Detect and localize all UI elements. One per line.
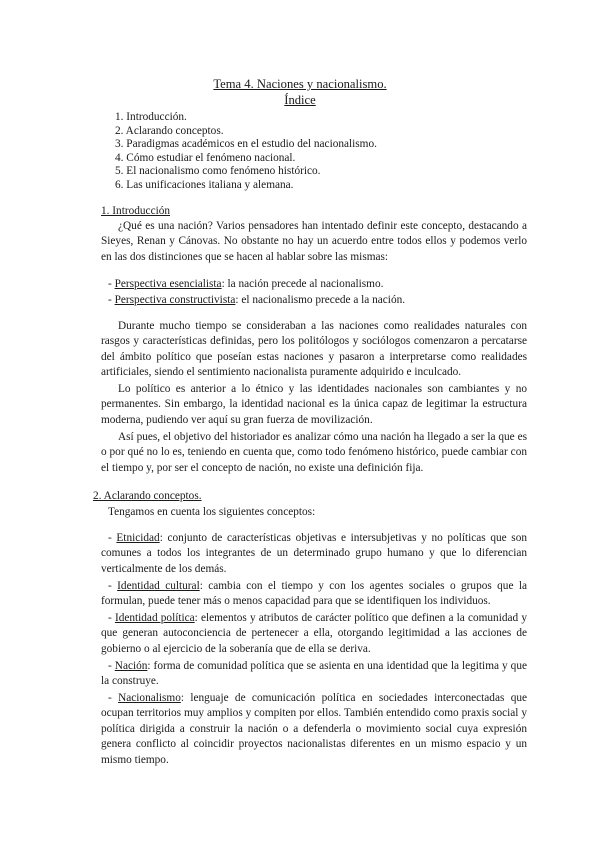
intro-paragraph: ¿Qué es una nación? Varios pensadores han intentado definir este concepto, destacando a Sieyes, Renan y Cánovas. No obstante no hay un acuerdo entre todos ellos y podemos verlo en las dos distinciones que se hacen al hablar sobre las mismas: — [101, 220, 527, 263]
index-title: Índice — [284, 93, 316, 107]
definition-text: : lenguaje de comunicación política en sociedades interconectadas que ocupan territorios muy amplios y compiten por ellos. También entendido como praxis social y política dirigida a construir la nación o a defenderla o movimiento social cuya expresión genera conflicto al coincidir proyectos nacionalistas diferentes en un mismo espacio y un mismo tiempo. — [101, 692, 528, 766]
definition-identidad-cultural: - Identidad cultural: cambia con el tiempo y con los agentes sociales o grupos que la formulan, puede tener más o menos capacidad para que se identifiquen los individuos. — [101, 580, 527, 608]
definition-term: Etnicidad — [116, 532, 160, 544]
bullet-term: Perspectiva esencialista — [114, 278, 222, 290]
bullet-constructivist: - Perspectiva constructivista: el nacionalismo precede a la nación. — [108, 294, 406, 306]
definition-text: : conjunto de características objetivas e intersubjetivas y no políticas que son comunes a todos los integrantes de un determinado grupo humano y que lo diferencian verticalmente de los demás. — [101, 532, 527, 575]
toc-item: 1. Introducción. — [115, 111, 187, 123]
paragraph-historian-objective: Así pues, el objetivo del historiador es analizar cómo una nación ha llegado a ser la que es o por qué no lo es, teniendo en cuenta que, como todo fenómeno histórico, puede cambiar con el tiempo y, por ser el concepto de nación, no existe una definición fija. — [101, 431, 527, 474]
bullet-text: : el nacionalismo precede a la nación. — [235, 294, 406, 306]
toc-item: 2. Aclarando conceptos. — [115, 124, 224, 137]
section-heading-introduction: 1. Introducción — [101, 205, 171, 217]
bullet-essentialist: - Perspectiva esencialista: la nación precede al nacionalismo. — [108, 278, 384, 290]
section-heading-concepts: 2. Aclarando conceptos. — [93, 490, 202, 502]
definition-text: : forma de comunidad política que se asienta en una identidad que la legitima y que la construye. — [101, 660, 527, 688]
definition-etnicidad: - Etnicidad: conjunto de características objetivas e intersubjetivas y no políticas que son comunes a todos los integrantes de un determinado grupo humano y que lo diferencian verticalmente de los demás. — [101, 532, 527, 575]
toc-item: 4. Cómo estudiar el fenómeno nacional. — [115, 151, 296, 164]
definition-text: : elementos y atributos de carácter político que definen a la comunidad y que generan autoconciencia de pertenecer a ella, otorgando legitimidad a las acciones de gobierno o al ejercicio de la soberanía que de ella se deriva. — [101, 612, 527, 655]
definition-nacion: - Nación: forma de comunidad política que se asienta en una identidad que la legitima y que la construye. — [101, 660, 527, 688]
table-of-contents — [115, 111, 377, 193]
document-title: Tema 4. Naciones y nacionalismo. — [213, 77, 387, 91]
bullet-text: : la nación precede al nacionalismo. — [221, 278, 384, 290]
definition-term: Identidad cultural — [117, 580, 200, 592]
toc-item: 6. Las unificaciones italiana y alemana. — [115, 178, 294, 191]
definition-term: Identidad política — [114, 612, 195, 624]
definition-term: Nacionalismo — [118, 692, 181, 704]
toc-item: 5. El nacionalismo como fenómeno histórico. — [115, 165, 321, 178]
concepts-intro: Tengamos en cuenta los siguientes conceptos: — [108, 506, 316, 518]
definition-nacionalismo: - Nacionalismo: lenguaje de comunicación política en sociedades interconectadas que ocupan territorios muy amplios y compiten por ellos. También entendido como praxis social y política dirigida a construir la nación o a defenderla o movimiento social cuya expresión genera conflicto al coincidir proyectos nacionalistas diferentes en un mismo espacio y un mismo tiempo. — [101, 692, 528, 766]
definition-text: : cambia con el tiempo y con los agentes sociales o grupos que la formulan, puede tener más o menos capacidad para que se identifiquen los individuos. — [101, 580, 527, 608]
definition-identidad-politica: - Identidad política: elementos y atributos de carácter político que definen a la comunidad y que generan autoconciencia de pertenecer a ella, otorgando legitimidad a las acciones de gobierno o al ejercicio de la soberanía que de ella se deriva. — [101, 612, 527, 655]
paragraph-political-before-ethnic: Lo político es anterior a lo étnico y las identidades nacionales son cambiantes y no permanentes. Sin embargo, la identidad nacional es la única capaz de legitimar la estructura moderna, pudiendo ver aquí su gran fuerza de movilización. — [101, 383, 527, 426]
paragraph-natural-realities: Durante mucho tiempo se consideraban a las naciones como realidades naturales con rasgos y características definidas, pero los politólogos y sociólogos comenzaron a percatarse del ámbito político que poseían estas naciones y pasaron a interpretarse como realidades artificiales, siendo el sentimiento nacionalista puramente adquirido e inculcado. — [101, 320, 527, 379]
definition-term: Nación — [114, 660, 148, 672]
bullet-term: Perspectiva constructivista — [114, 294, 236, 306]
toc-item: 3. Paradigmas académicos en el estudio del nacionalismo. — [115, 138, 377, 151]
